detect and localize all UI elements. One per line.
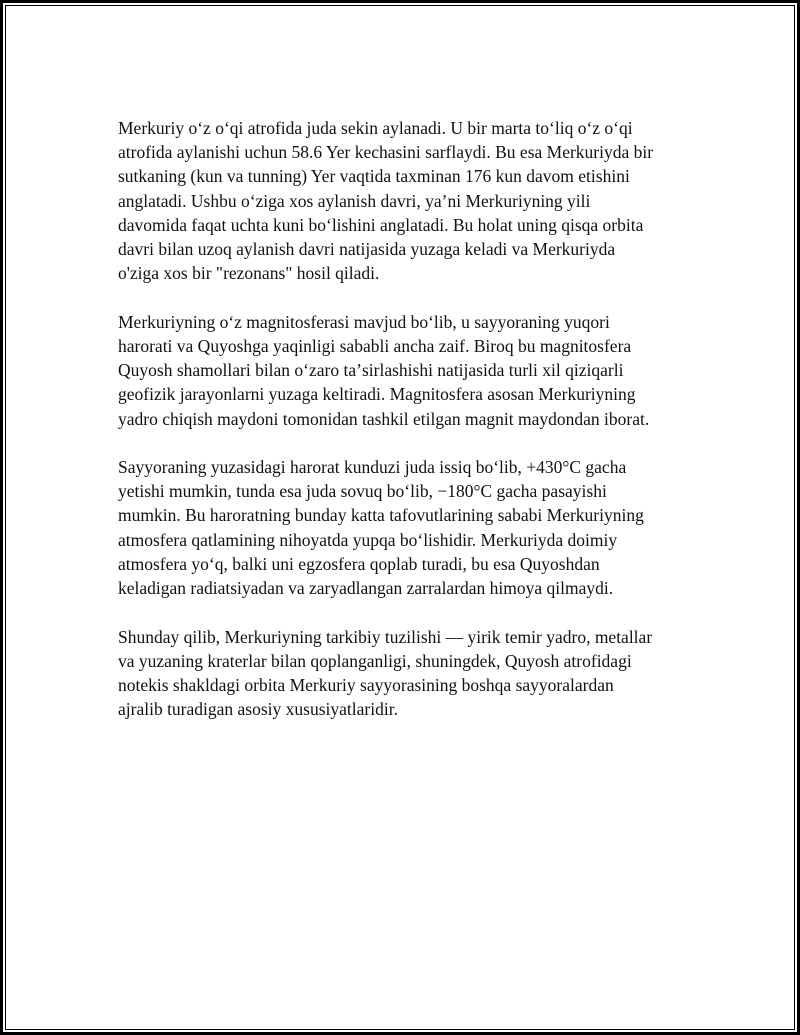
- text-line: davri bilan uzoq aylanish davri natijasida yuzaga keladi va Merkuriyda: [118, 239, 616, 260]
- text-line: notekis shakldagi orbita Merkuriy sayyorasining boshqa sayyoralardan: [118, 674, 614, 695]
- text-line: mumkin. Bu haroratning bunday katta tafovutlarining sababi Merkuriyning: [118, 505, 644, 526]
- paragraph-magnetosphere: [118, 310, 690, 431]
- text-line: Shunday qilib, Merkuriyning tarkibiy tuzilishi — yirik temir yadro, metallar: [118, 626, 653, 647]
- text-line: Merkuriy oʻz oʻqi atrofida juda sekin aylanadi. U bir marta toʻliq oʻz oʻqi: [118, 118, 633, 138]
- text-line: keladigan radiatsiyadan va zaryadlangan zarralardan himoya qilmaydi.: [118, 578, 614, 599]
- text-line: yetishi mumkin, tunda esa juda sovuq boʻlib, −180°C gacha pasayishi: [118, 481, 607, 502]
- text-line: sutkaning (kun va tunning) Yer vaqtida taxminan 176 kun davom etishini: [118, 166, 630, 187]
- document-body: [118, 116, 690, 746]
- text-line: va yuzaning kraterlar bilan qoplanganligi, shuningdek, Quyosh atrofidagi: [118, 650, 632, 671]
- text-line: davomida faqat uchta kuni boʻlishini anglatadi. Bu holat uning qisqa orbita: [118, 214, 644, 235]
- text-line: Quyosh shamollari bilan oʻzaro taʼsirlashishi natijasida turli xil qiziqarli: [118, 360, 624, 381]
- text-line: anglatadi. Ushbu oʻziga xos aylanish davri, yaʼni Merkuriyning yili: [118, 190, 591, 211]
- text-line: Merkuriyning oʻz magnitosferasi mavjud boʻlib, u sayyoraning yuqori: [118, 311, 610, 332]
- text-line: o'ziga xos bir "rezonans" hosil qiladi.: [118, 263, 380, 284]
- text-line: atmosfera yoʻq, balki uni egzosfera qoplab turadi, bu esa Quyoshdan: [118, 553, 600, 574]
- text-line: geofizik jarayonlarni yuzaga keltiradi. Magnitosfera asosan Merkuriyning: [118, 384, 636, 405]
- text-line: Sayyoraning yuzasidagi harorat kunduzi juda issiq boʻlib, +430°C gacha: [118, 457, 627, 478]
- paragraph-rotation: [118, 116, 690, 285]
- paragraph-temperature: [118, 455, 690, 600]
- text-line: atrofida aylanishi uchun 58.6 Yer kechasini sarflaydi. Bu esa Merkuriyda bir: [118, 142, 654, 163]
- text-line: ajralib turadigan asosiy xususiyatlaridir.: [118, 699, 398, 720]
- text-line: atmosfera qatlamining nihoyatda yupqa boʻlishidir. Merkuriyda doimiy: [118, 529, 618, 550]
- text-line: yadro chiqish maydoni tomonidan tashkil etilgan magnit maydondan iborat.: [118, 408, 650, 429]
- paragraph-conclusion: [118, 625, 690, 722]
- text-line: harorati va Quyoshga yaqinligi sababli ancha zaif. Biroq bu magnitosfera: [118, 335, 632, 356]
